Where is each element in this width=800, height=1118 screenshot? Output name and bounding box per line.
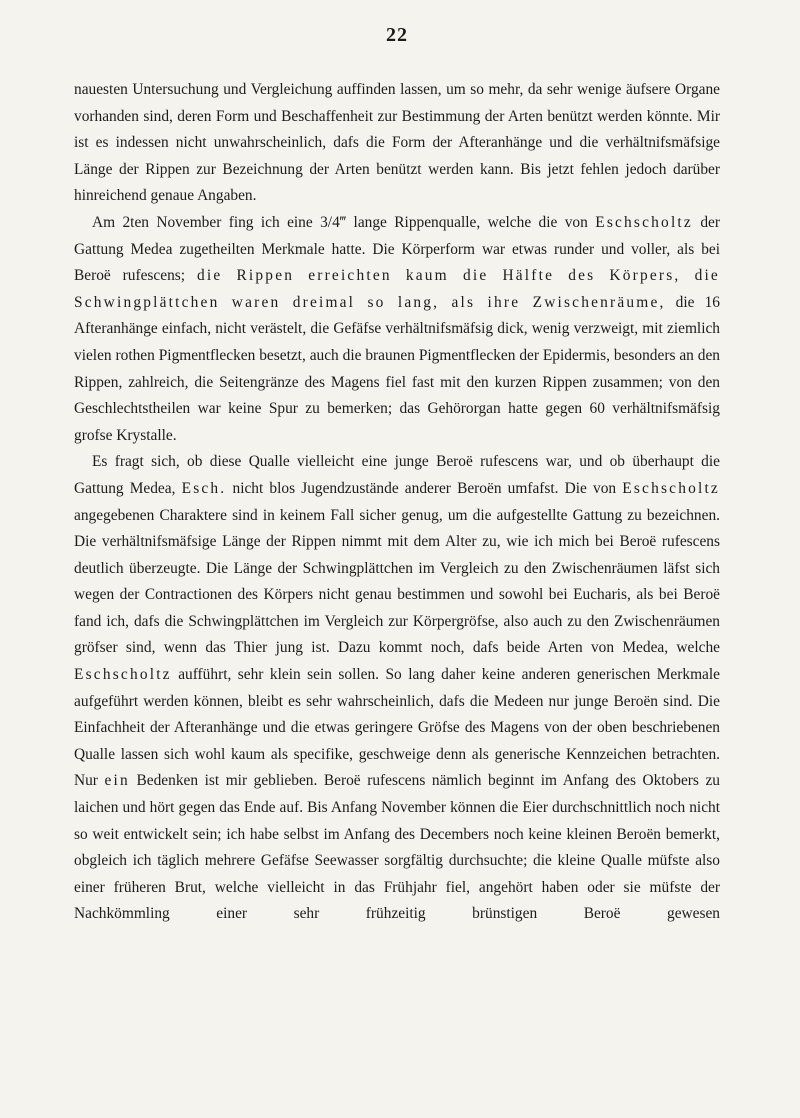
paragraph-3-text-e: Bedenken ist mir geblieben. Beroë rufescens nämlich beginnt im Anfang des Oktobers zu laichen und hört gegen das Ende auf. Bis Anfang November können die Eier durchschnittlich noch nicht so weit entwickelt sein; ich habe selbst im Anfang des Decembers noch keine kleinen Beroën bemerkt, obgleich ich täglich mehrere Gefäfse Seewasser sorgfältig durchsuchte; die kleine Qualle müfste also einer früheren Brut, welche vielleicht in das Frühjahr fiel, angehört haben oder sie müfste der Nachkömmling einer sehr frühzeitig brünstigen Beroë gewesen xyxy=(74,772,721,923)
paragraph-3-text-b: nicht blos Jugendzustände anderer Beroën umfafst. Die von xyxy=(232,479,617,497)
paragraph-2 xyxy=(74,210,720,449)
paragraph-3 xyxy=(74,449,720,928)
paragraph-2-text-a: Am 2ten November fing ich eine 3/4‴ lange Rippenqualle, welche die von xyxy=(92,213,588,231)
author-name-eschscholtz-2: Eschscholtz xyxy=(622,479,720,497)
paragraph-2-text-b: der Gattung Medea zugetheilten Merkmale hatte. Die Körperform war etwas runder und voller, als bei Beroë rufescens; xyxy=(74,213,720,285)
page-body xyxy=(74,77,720,928)
author-name-esch: Esch. xyxy=(181,479,227,497)
author-name-eschscholtz-3: Eschscholtz xyxy=(74,666,172,684)
page-number: 22 xyxy=(386,24,408,46)
paragraph-3-text-a: Es fragt sich, ob diese Qualle vielleicht eine junge Beroë rufescens war, und ob überhaupt die Gattung Medea, xyxy=(74,453,720,497)
paragraph-3-text-c: angegebenen Charaktere sind in keinem Fall sicher genug, um die aufgestellte Gattung zu bezeichnen. Die verhältnifsmäfsige Länge der Rippen nimmt mit dem Alter zu, wie ich mich bei Beroë rufescens deutlich überzeugte. Die Länge der Schwingplättchen im Vergleich zu den Zwischenräumen läfst sich wegen der Contractionen des Körpers nicht genau bestimmen und sowohl bei Eucharis, als bei Beroë fand ich, dafs die Schwingplättchen im Vergleich zur Körpergröfse, also auch zu den Zwischenräumen gröfser sind, wenn das Thier jung ist. Dazu kommt noch, dafs beide Arten von Medea, welche xyxy=(74,506,720,657)
paragraph-1-text: nauesten Untersuchung und Vergleichung auffinden lassen, um so mehr, da sehr wenige äufsere Organe vorhanden sind, deren Form und Beschaffenheit zur Bestimmung der Arten benützt werden könnte. Mir ist es indessen nicht unwahrscheinlich, dafs die Form der Afteranhänge und die verhältnifsmäfsige Länge der Rippen zur Bezeichnung der Arten benützt werden kann. Bis jetzt fehlen jedoch darüber hinreichend genaue Angaben. xyxy=(74,81,720,205)
paragraph-3-text-d: aufführt, sehr klein sein sollen. So lang daher keine anderen generischen Merkmale aufgeführt werden können, bleibt es sehr wahrscheinlich, dafs die Medeen nur junge Beroën sind. Die Einfachheit der Afteranhänge und die etwas geringere Gröfse des Magens von der oben beschriebenen Qualle lassen sich wohl kaum als specifike, geschweige denn als generische Kennzeichen betrachten. Nur xyxy=(74,666,720,790)
author-name-eschscholtz: Eschscholtz xyxy=(595,213,693,231)
emphasis-ein: ein xyxy=(104,772,130,790)
paragraph-1 xyxy=(74,77,720,210)
paragraph-2-text-c: die 16 Afteranhänge einfach, nicht verästelt, die Gefäfse verhältnifsmäfsig dick, wenig verzweigt, mit ziemlich vielen rothen Pigmentflecken besetzt, auch die braunen Pigmentflecken der Epidermis, besonders an den Rippen, zahlreich, die Seitengränze des Magens fiel fast mit den kurzen Rippen zusammen; von den Geschlechtstheilen war keine Spur zu bemerken; das Gehörorgan hatte gegen 60 verhältnifsmäfsig grofse Krystalle. xyxy=(74,293,720,444)
paragraph-2-emphasis: die Rippen erreichten kaum die Hälfte des Körpers, die Schwingplättchen waren dreimal so lang, als ihre Zwischenräume, xyxy=(74,267,720,311)
